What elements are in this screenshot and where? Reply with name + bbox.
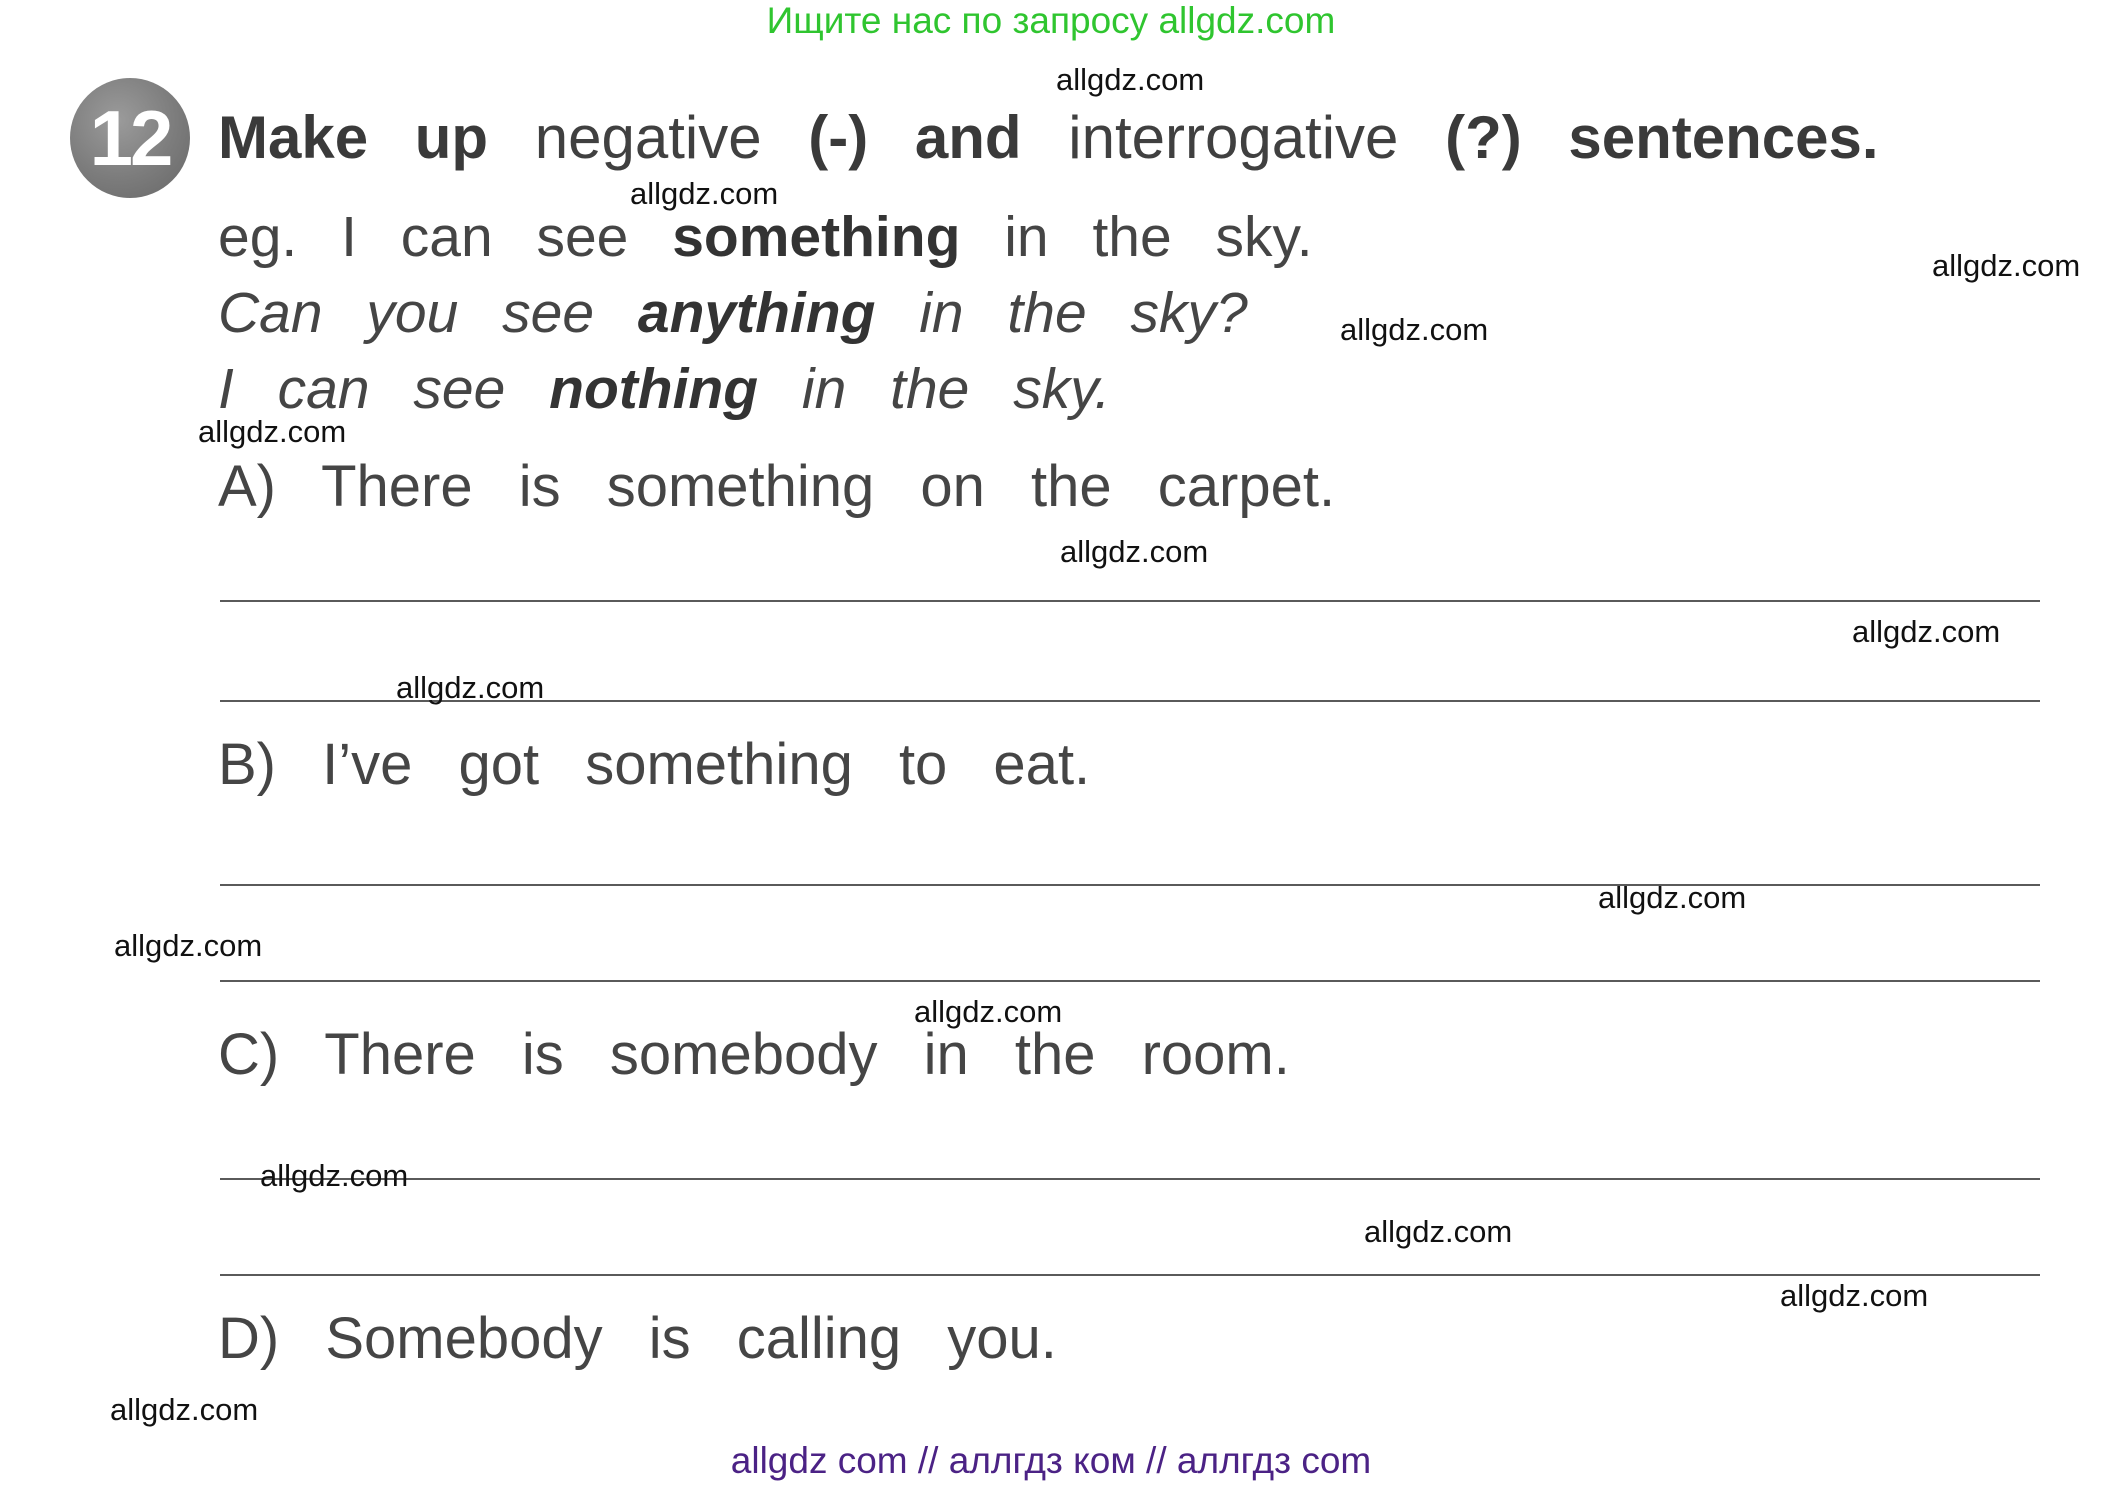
heading-word: (-) <box>808 104 869 171</box>
watermark: allgdz.com <box>260 1158 409 1193</box>
task-c: C) There is somebody in the room. <box>218 1022 1290 1087</box>
watermark: allgdz.com <box>1060 534 1209 569</box>
bottom-banner: allgdz com // аллгдз ком // аллгдз com <box>730 1440 1372 1481</box>
example-text: in the sky? <box>919 281 1248 345</box>
example-text: in the sky. <box>801 357 1111 421</box>
exercise-number-badge <box>70 78 190 198</box>
example-line-3 <box>218 354 1110 424</box>
watermark: allgdz.com <box>198 414 347 449</box>
watermark: allgdz.com <box>396 670 545 705</box>
heading-word: and <box>914 104 1022 171</box>
example-keyword: nothing <box>549 357 759 421</box>
heading-word: interrogative <box>1068 104 1399 171</box>
task-a: A) There is something on the carpet. <box>218 454 1336 519</box>
example-line-1 <box>218 202 1313 272</box>
example-text: Can you see <box>218 281 595 345</box>
heading-word: Make <box>218 104 369 171</box>
exercise-number: 12 <box>89 93 171 182</box>
watermark: allgdz.com <box>1056 62 1205 97</box>
answer-line[interactable] <box>220 1274 2040 1276</box>
watermark: allgdz.com <box>1932 248 2081 283</box>
example-text: in the sky. <box>1004 205 1313 269</box>
watermark: allgdz.com <box>630 176 779 211</box>
heading-word: negative <box>534 104 762 171</box>
top-banner: Ищите нас по запросу allgdz.com <box>766 0 1336 41</box>
example-text: eg. I can see <box>218 205 629 269</box>
watermark: allgdz.com <box>1852 614 2001 649</box>
answer-line[interactable] <box>220 600 2040 602</box>
heading-word: up <box>414 104 489 171</box>
watermark: allgdz.com <box>914 994 1063 1029</box>
watermark: allgdz.com <box>1598 880 1747 915</box>
example-keyword: something <box>672 205 961 269</box>
watermark: allgdz.com <box>1364 1214 1513 1249</box>
answer-line[interactable] <box>220 980 2040 982</box>
task-d: D) Somebody is calling you. <box>218 1306 1057 1371</box>
example-line-2 <box>218 278 1248 348</box>
watermark: allgdz.com <box>1780 1278 1929 1313</box>
heading-word: sentences. <box>1568 104 1879 171</box>
answer-line[interactable] <box>220 884 2040 886</box>
watermark: allgdz.com <box>1340 312 1489 347</box>
exercise-heading <box>218 98 1879 178</box>
watermark: allgdz.com <box>114 928 263 963</box>
example-text: I can see <box>218 357 506 421</box>
heading-word: (?) <box>1445 104 1522 171</box>
example-keyword: anything <box>637 281 876 345</box>
answer-line[interactable] <box>220 1178 2040 1180</box>
watermark: allgdz.com <box>110 1392 259 1427</box>
task-b: B) I’ve got something to eat. <box>218 732 1091 797</box>
